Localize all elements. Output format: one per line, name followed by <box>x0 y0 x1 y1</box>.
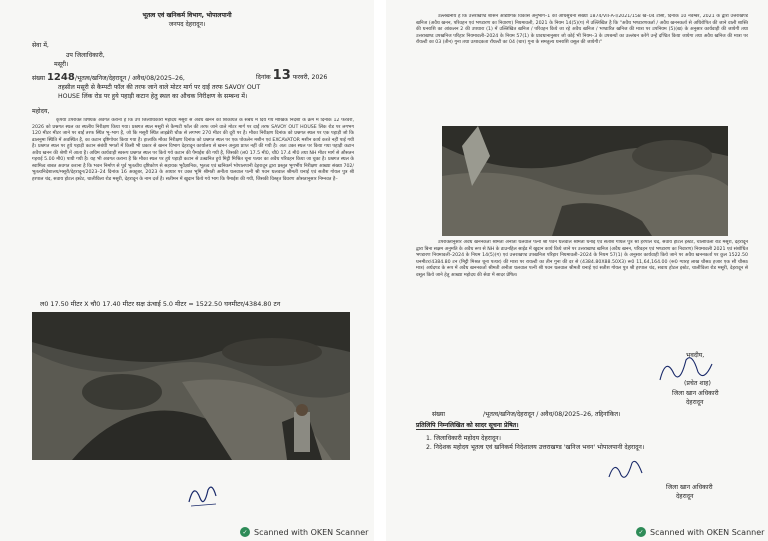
district-header: जनपद देहरादून। <box>168 21 206 28</box>
page-gutter <box>374 0 386 541</box>
scanner-label: Scanned with OKEN Scanner <box>254 527 369 537</box>
date-label: दिनांक <box>256 74 271 81</box>
signer-name: (प्रचेत शाह) <box>684 380 711 387</box>
copy-item-2: 2. निदेशक महोदय भूतत्व एवं खनिकर्म निदेशालय उत्तराखण्ड 'खनिज भवन' भोपालपानी देहरादून। <box>426 444 645 451</box>
copy-ref-prefix: संख्या <box>432 411 445 418</box>
signature-right-2 <box>606 455 646 483</box>
signer2-location: देहरादून <box>676 493 694 500</box>
signer2-designation: जिला खान अधिकारी <box>666 484 713 491</box>
to-label: सेवा में, <box>32 42 49 49</box>
ref-rest: /भूतत्व/खनिज/देहरादून / अवैध/08/2025–26, <box>74 75 185 82</box>
signature-scribble <box>186 480 220 510</box>
department-header: भूतत्व एवं खनिकर्म विभाग, भोपालपानी <box>142 12 232 19</box>
signer-designation: जिला खान अधिकारी <box>672 390 719 397</box>
legal-reference-paragraph: उल्लेखनीय है कि उत्तराखण्ड शासन औद्योगिक विकास अनुभाग–1 की अधिसूचना संख्या 1874/VII-A-I/2021/158 ख–04 टीसी, दिनांक 10 नवम्बर, 2021 के द्वारा उत्तराखण्ड खनिज (अवैध खनन, परिवहन एवं भण्डारण का निवारण) नियमावली, 2021 के नियम 14(5)(ग) में उल्लिखित है कि "अवैध भण्डारणकर्ता / अवैध खननकर्ता से अधिरोपित की जाने वाली शास्ति की धनराशि का आंकलन 2 की उपधारा (1) में उल्लिखित खनिज / परिवहन किये जा रहे अवैध खनिज / भण्डारित खनिज की मात्रा पर उपनियम (5)(ख) के अनुसार कार्यवाही की जायेगी तथा उत्तराखण्ड उपखनिज परिहार नियमावली–2024 के नियम 57(1) के प्रावधानानुसार जो कोई भी नियम–3 के उपबन्धों का उल्लंघन करेंगे उन्हें दण्डित किया जायेगा तथा अवैध खनिज की मात्रा पर रॉयल्टी का 03 (तीन) गुना तथा उत्पादकता रॉयल्टी का 04 (चार) गुना के समतुल्य धनराशि वसूल की जायेगी।" <box>416 14 748 46</box>
copy-recipient-list <box>426 434 644 452</box>
letter-number: 1248 <box>46 72 75 83</box>
measurement-line: ल0 17.50 मीटर X चौ0 17.40 मीटर सक्ष ऊंचाई 5.0 मीटर = 1522.50 घनमीटर/4384.80 टन <box>40 300 281 308</box>
oken-logo-icon-2: ✓ <box>636 527 646 537</box>
oken-logo-icon: ✓ <box>240 527 250 537</box>
salutation: महोदय, <box>32 108 50 115</box>
date-rest: फरवरी, 2026 <box>292 74 328 81</box>
letter-reference <box>32 72 185 83</box>
copy-ref-rest: /भूतत्व/खनिज/देहरादून / अवैध/08/2025–26, तद्दिनांकित। <box>482 411 621 418</box>
subject-line-2: HOUSE लिंक रोड पर हुये पहाड़ी कटान हेतु स्थल का औचक निरीक्षण के सम्बन्ध में। <box>58 93 248 100</box>
scanner-label-2: Scanned with OKEN Scanner <box>650 527 765 537</box>
site-photo <box>32 312 350 460</box>
ref-prefix: संख्या <box>32 75 45 82</box>
scanner-watermark-left <box>240 527 368 537</box>
signer-location: देहरादून <box>686 399 704 406</box>
body-paragraph: कृपया उपरोक्त विषयक अवगत कराना है कि उप जिलाधिकारी महोदय मसूरी से अवैध खनन की शिकायत के संबंध में दिये गये मौखिक निर्देशों के क्रम में दिनांक 12 फरवरी, 2026 को प्रश्नगत स्थल का स्थलीय निरीक्षण किया गया। प्रश्नगत स्थल मसूरी से कैम्पटी फॉल की तरफ जाने वाले मोटर मार्ग पर दाईं तरफ SAVOY OUT HOUSE लिंक रोड पर लगभग 120 मीटर मीटर जाने पर बाईं तरफ स्थित भू–भाग है, जो कि मसूरी स्थित लाइब्रेरी चौक से लगभग 270 मीटर की दूरी पर है। मौका निरीक्षण दिनांक को प्रश्नगत स्थल पर एक पहाड़ी जो कि ढालनुमा स्थिति में अवस्थित है, का कटान दृष्टिगोचर किया गया है। हालांकि मौका निरीक्षण दिनांक को प्रश्नगत स्थल पर एक पोकलेन मशीन एवं EXCAVATOR मशीन कार्य करते नहीं पाई गयी है। प्रश्नगत स्थल पर हुये पहाड़ी कटान संबंधी भगतों में किसी भी प्रकार से खनन विभाग देहरादून कार्यालय से खनन अनुज्ञा प्राप्त नहीं की गयी है। अतः उक्त स्थल पर किया गया पहाड़ी कटान अवैध खनन की श्रेणी में आता है। अग्रिम कार्यवाही स्वरूप प्रश्नगत स्थल पर किये गये कटान की पैमाईश की गयी है, जिसकी (ल0 17.5 मी0, चौ0 17.4 मी0 तथा NH मीटर मार्ग से औसतन गहराई 5.00 मी0) पायी गयी है। यह भी अवगत कराना है कि मौका स्थल पर हुये पहाड़ी कटान से उत्खनित हुये मिट्टी मिश्रित चूना पत्थर का अवैध परिवहन किया जा चुका है। प्रश्नगत स्थल के स्वामित्व बाबत अवगत कराना है कि भवन निर्माण से पूर्व भूतत्वीय दृष्टिकोण से सहायक भूवैज्ञानिक, भूतत्व एवं खनिकर्म भोपालपानी देहरादून द्वारा प्रस्तुत भूगर्भीय निरीक्षण आख्या संख्या 702/भूतत्वनिदेशालय/मसूरी/देहरादून/2023–24 दिनांक 16 अक्टूबर, 2023 के आधार पर उक्त भूमि श्रीमती अनीता थलवाल पत्नी श्री पवन थलवाल श्रीमती धनाई एवं सतीश गोयल पुत्र श्री हरपाल चंद, सवाय होटल इस्टेट, चालीविला रोड मसूरी, देहरादून के नाम दर्ज है। सतीमन में खुदान किये गये भाग कि पैमाईश की गयी, जिसकी विस्तृत विवरण ओसतानुसार निम्नवत है– <box>32 118 354 182</box>
site-photo-2 <box>442 126 728 236</box>
recipient-title: उप जिलाधिकारी, <box>66 52 105 59</box>
letter-date <box>256 70 327 81</box>
recipient-place: मसूरी। <box>54 61 69 68</box>
hill-cut-photo <box>32 312 350 460</box>
copy-intro: प्रतिलिपि निम्नलिखित को सादर सूचना प्रेषित। <box>416 422 519 429</box>
right-letter-page <box>386 0 768 541</box>
conclusion-paragraph: उपरोक्तानुसार अवैध खननकर्ता श्रीमती अनीता थलवाल पत्नी श्री पवन थलवाल श्रीमती धनाई एवं सतीश गोयल पुत्र श्री हरपाल चंद, सवाय होटल इस्टेट, चालीविला रोड मसूरी, देहरादून द्वारा बिना सक्षम अनुमति के अवैध रूप से NH के डाउनहिल साईड में खुदान कार्य किये जाने पर उत्तराखण्ड खनिज (अवैध खनन, परिवहन एवं भण्डारण का निवारण) नियमावली 2021 एवं संशोधित भण्डारण नियमावली–2024 के नियम 14(5)(ग) एवं उत्तराखण्ड उपखनिज परिहार नियमावली–2024 के नियम 57(1) के अनुसार कार्यवाही किये जाने पर अवैध खननकर्ता पर कुल 1522.50 घनमीटर/4384.80 टन (मिट्टी मिश्रत चूना पत्थर) की मात्रा पर रायल्टी का तीन गुना की दर से (4384.80X88.50X3) रू0 11,64,164.00 (रू0 ग्यारह लाख चौसठ हजार एक सौ चौसठ मात्र) अर्थदण्ड के रूप में अवैध खननकर्ता श्रीमती अनीता थलवाल पत्नी श्री पवन थलवाल श्रीमती धनाई एवं सतीश गोयल पुत्र श्री हरपाल चंद, सवाय होटल इस्टेट, चालीविला रोड मसूरी, देहरादून से वसूल किये जाने हेतु आख्या महोदय की सेवा में सादर प्रेषित। <box>416 240 748 278</box>
subject-line-1: तहसील मसूरी से कैम्पटी फॉल की तरफ जाने वाले मोटर मार्ग पर दाईं तरफ SAVOY OUT <box>58 84 261 91</box>
copy-item-1: 1. जिलाधिकारी महोदय देहरादून। <box>426 435 501 442</box>
left-letter-page <box>0 0 374 541</box>
scanner-watermark-right <box>636 527 764 537</box>
date-day: 13 <box>272 68 291 83</box>
signature-left <box>186 480 220 510</box>
signature-scribble-3 <box>606 455 646 483</box>
hill-slope-photo <box>442 126 728 236</box>
copy-reference <box>432 411 620 418</box>
signoff-bhavdiya: भवदीय, <box>686 352 705 359</box>
